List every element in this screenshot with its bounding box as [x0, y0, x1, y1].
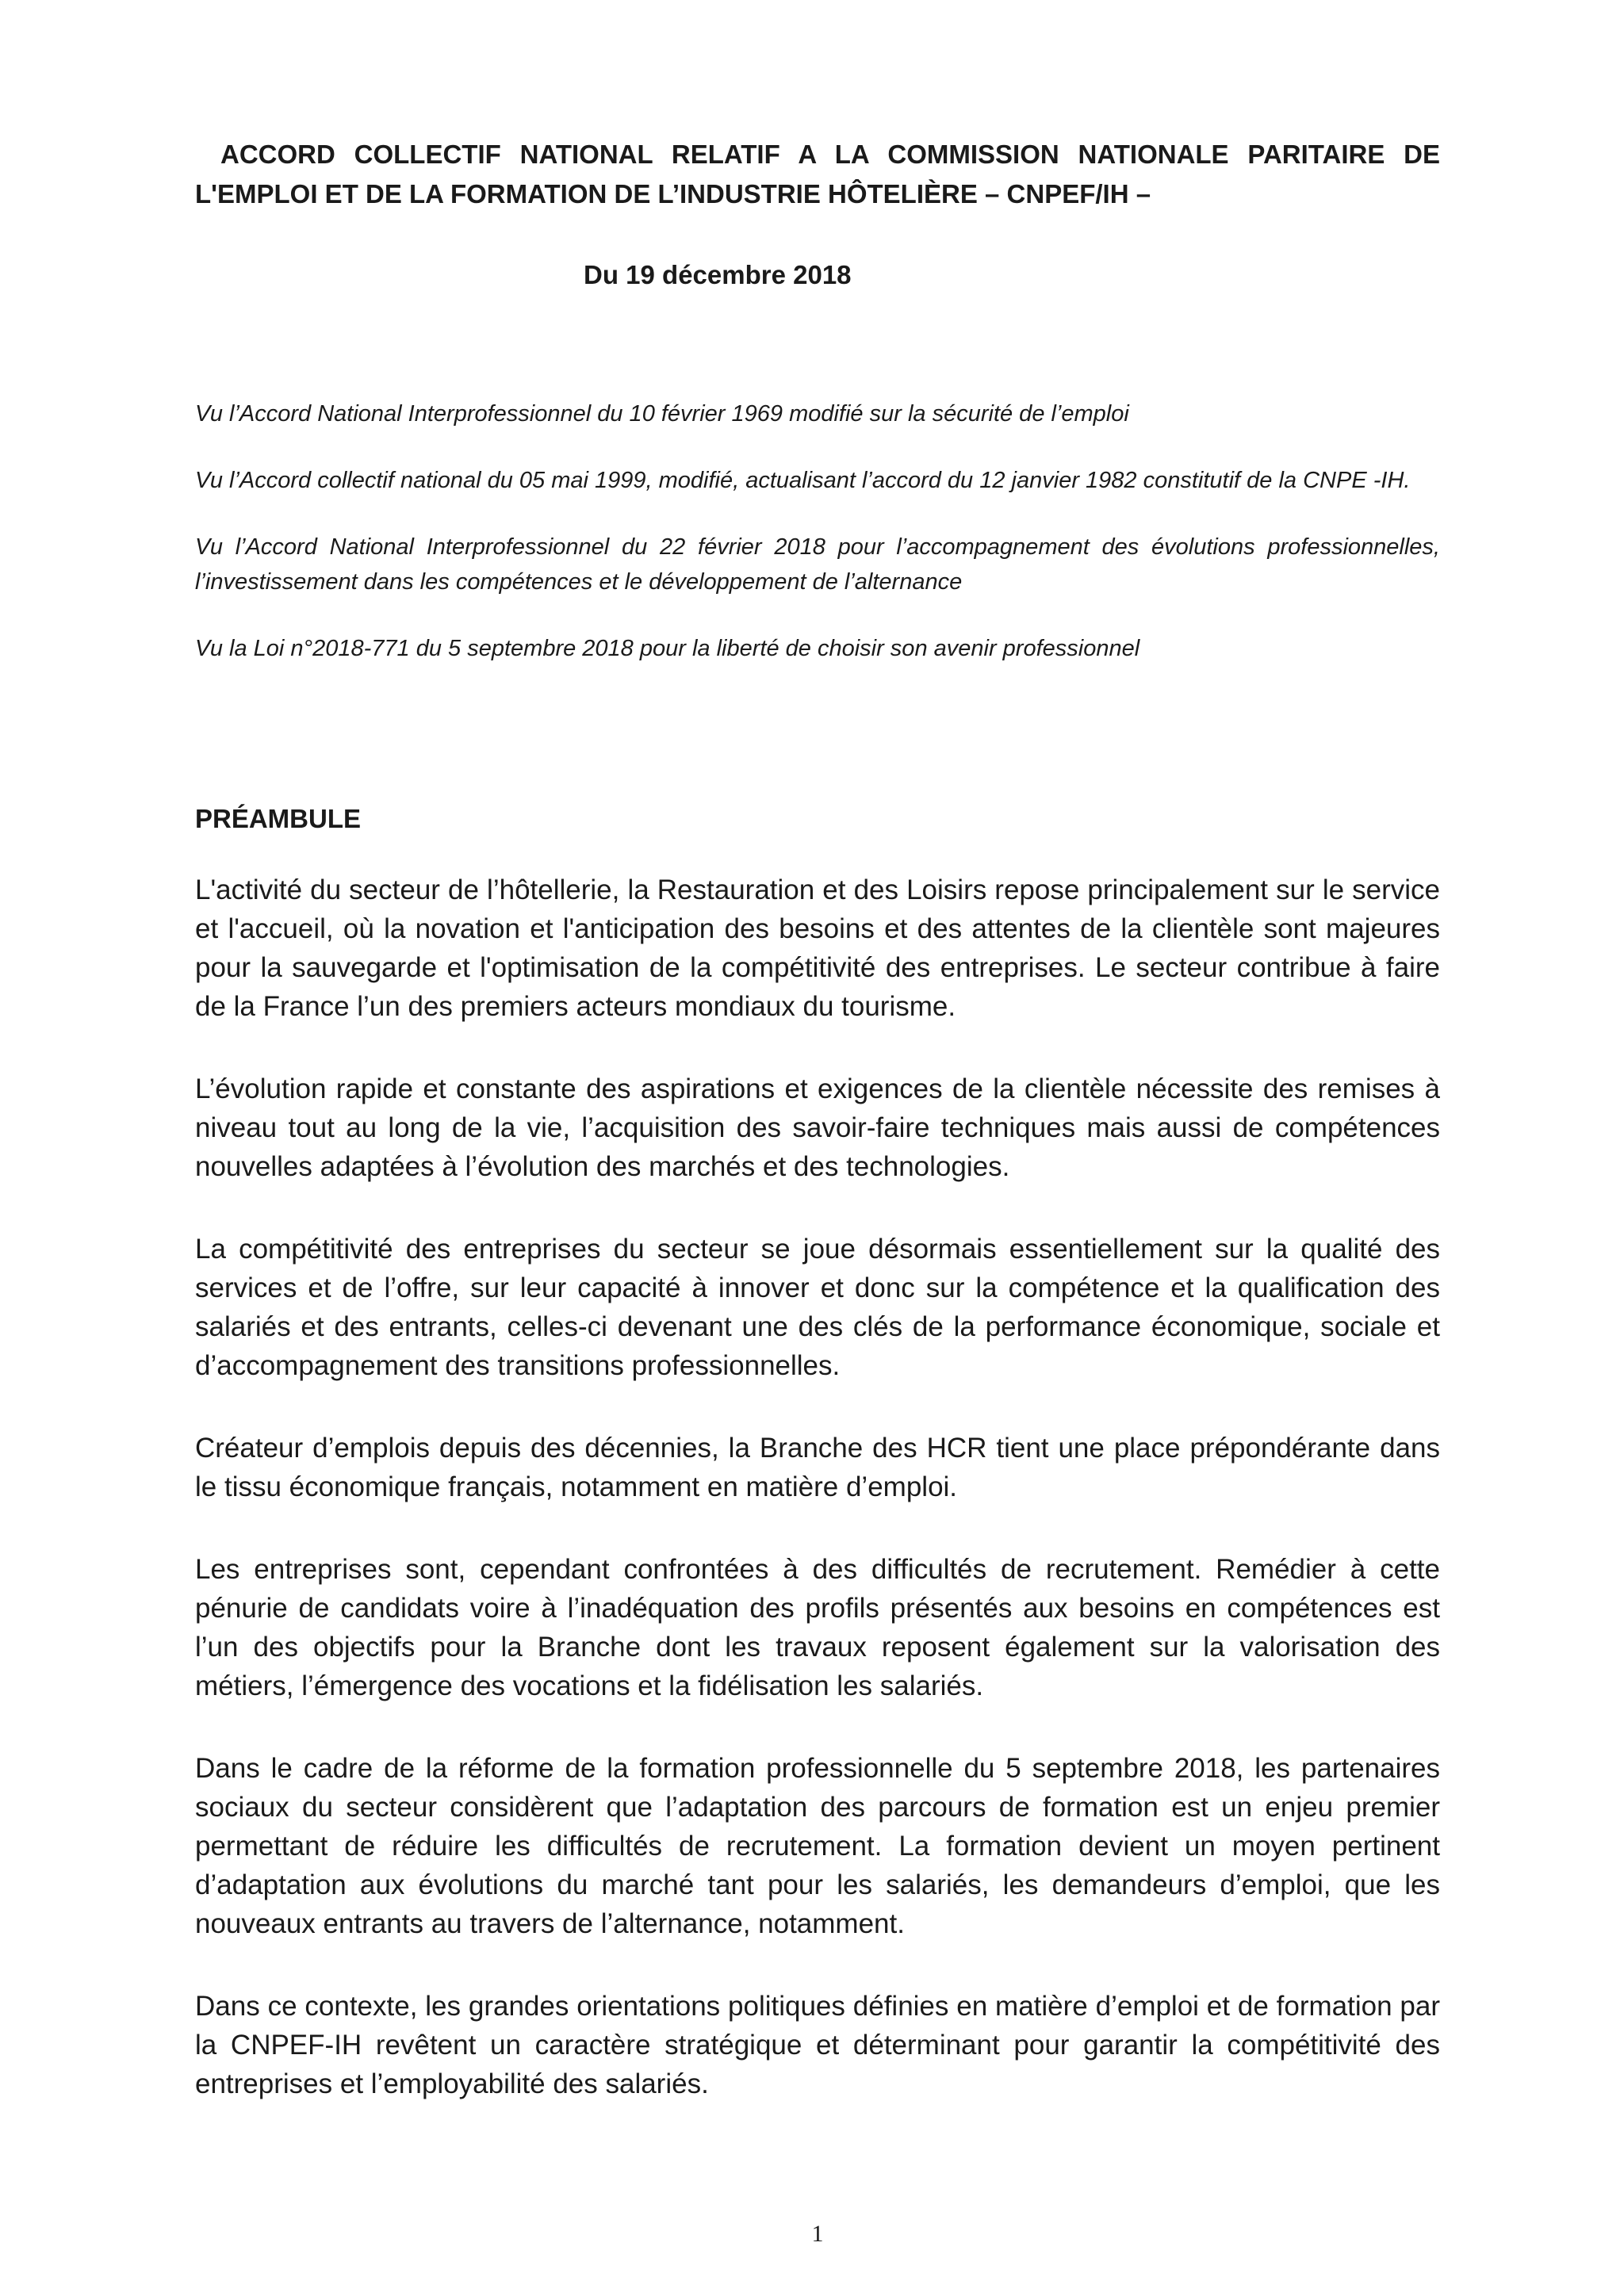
document-title: ACCORD COLLECTIF NATIONAL RELATIF A LA COMMISSION NATIONALE PARITAIRE DE L'EMPLOI ET DE LA FORMATION DE L’INDUSTRIE HÔTELIÈRE – CNPEF/IH – — [195, 140, 1440, 209]
document-date: Du 19 décembre 2018 — [584, 260, 852, 289]
visa-item: Vu l’Accord collectif national du 05 mai 1999, modifié, actualisant l’accord du 12 janvier 1982 constitutif de la CNPE -IH. — [195, 468, 1411, 493]
preamble-paragraph: Dans le cadre de la réforme de la formation professionnelle du 5 septembre 2018, les partenaires sociaux du secteur considèrent que l’adaptation des parcours de formation est un enjeu premier permettant de réduire les difficultés de recrutement. La formation devient un moyen pertinent d’adaptation aux évolutions du marché tant pour les salariés, les demandeurs d’emploi, que les nouveaux entrants au travers de l’alternance, notamment. — [195, 1753, 1440, 1939]
visa-list — [195, 396, 1440, 698]
page-number: 1 — [811, 2221, 824, 2247]
preamble-paragraph: L'activité du secteur de l’hôtellerie, la Restauration et des Loisirs repose principalement sur le service et l'accueil, où la novation et l'anticipation des besoins et des attentes de la clientèle sont majeures pour la sauvegarde et l'optimisation de la compétitivité des entreprises. Le secteur contribue à faire de la France l’un des premiers acteurs mondiaux du tourisme. — [195, 874, 1440, 1022]
visa-item: Vu l’Accord National Interprofessionnel du 22 février 2018 pour l’accompagnement des évolutions professionnelles, l’investissement dans les compétences et le développement de l’alternance — [195, 534, 1440, 595]
preamble-paragraph: Dans ce contexte, les grandes orientations politiques définies en matière d’emploi et de formation par la CNPEF-IH revêtent un caractère stratégique et déterminant pour garantir la compétitivité des entreprises et l’employabilité des salariés. — [195, 1991, 1440, 2099]
preamble-heading: PRÉAMBULE — [195, 804, 362, 833]
preamble-paragraph: L’évolution rapide et constante des aspirations et exigences de la clientèle nécessite des remises à niveau tout au long de la vie, l’acquisition des savoir-faire techniques mais aussi de compétences nouvelles adaptées à l’évolution des marchés et des technologies. — [195, 1073, 1440, 1182]
visa-item: Vu l’Accord National Interprofessionnel du 10 février 1969 modifié sur la sécurité de l’emploi — [195, 401, 1129, 427]
visa-item: Vu la Loi n°2018-771 du 5 septembre 2018 pour la liberté de choisir son avenir professionnel — [195, 636, 1140, 661]
preamble-paragraph: La compétitivité des entreprises du secteur se joue désormais essentiellement sur la qualité des services et de l’offre, sur leur capacité à innover et donc sur la compétence et la qualification des salariés et des entrants, celles-ci devenant une des clés de la performance économique, sociale et d’accompagnement des transitions professionnelles. — [195, 1234, 1440, 1381]
document-page — [195, 0, 1440, 2296]
preamble-body — [195, 871, 1440, 2147]
preamble-paragraph: Créateur d’emplois depuis des décennies, la Branche des HCR tient une place prépondérante dans le tissu économique français, notamment en matière d’emploi. — [195, 1433, 1440, 1502]
preamble-paragraph: Les entreprises sont, cependant confrontées à des difficultés de recrutement. Remédier à cette pénurie de candidats voire à l’inadéquation des profils présentés aux besoins en compétences est l’un des objectifs pour la Branche dont les travaux reposent également sur la valorisation des métiers, l’émergence des vocations et la fidélisation les salariés. — [195, 1554, 1440, 1701]
